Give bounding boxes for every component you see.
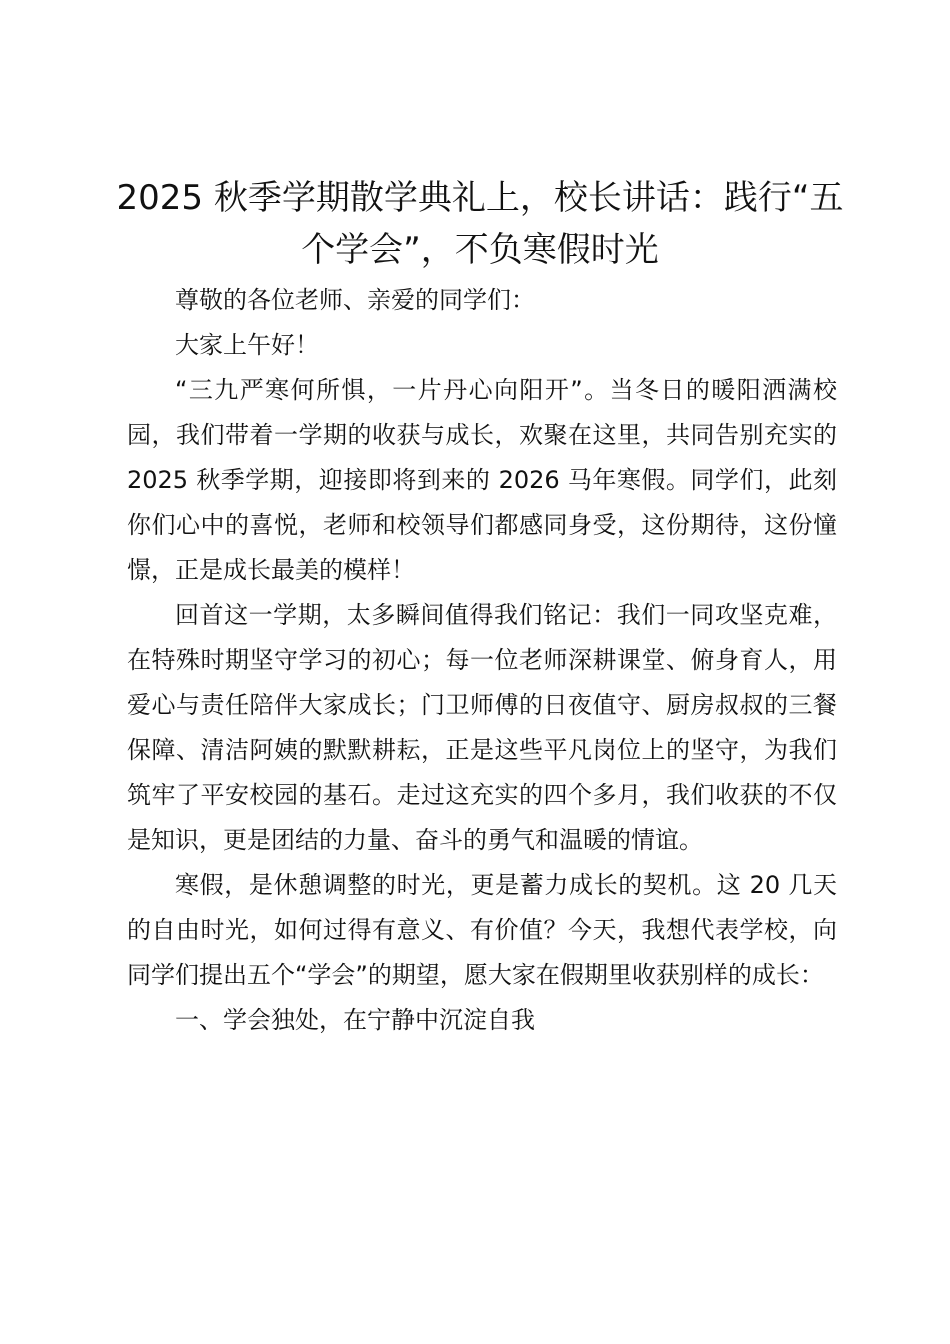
greeting: 大家上午好！	[175, 331, 319, 359]
paragraph-review: 回首这一学期，太多瞬间值得我们铭记：我们一同攻坚克难，在特殊时期坚守学习的初心；每一位老师深耕课堂、俯身育人，用爱心与责任陪伴大家成长；门卫师傅的日夜值守、厨房叔叔的三餐保障、清洁阿姨的默默耕耘，正是这些平凡岗位上的坚守，为我们筑牢了平安校园的基石。走过这充实的四个多月，我们收获的不仅是知识，更是团结的力量、奋斗的勇气和温暖的情谊。	[127, 601, 837, 854]
salutation: 尊敬的各位老师、亲爱的同学们：	[175, 286, 535, 314]
section-heading: 一、学会独处，在宁静中沉淀自我	[175, 1006, 535, 1034]
document-title: 2025 秋季学期散学典礼上，校长讲话：践行“五个学会”，不负寒假时光	[116, 178, 844, 270]
document-body	[127, 278, 837, 1043]
paragraph-opening: “三九严寒何所惧，一片丹心向阳开”。当冬日的暖阳洒满校园，我们带着一学期的收获与成长，欢聚在这里，共同告别充实的 2025 秋季学期，迎接即将到来的 2026 马年寒假。同学们，此刻你们心中的喜悦，老师和校领导们都感同身受，这份期待，这份憧憬，正是成长最美的模样！	[127, 376, 837, 584]
paragraph-winter-break: 寒假，是休憩调整的时光，更是蓄力成长的契机。这 20 几天的自由时光，如何过得有意义、有价值？今天，我想代表学校，向同学们提出五个“学会”的期望，愿大家在假期里收获别样的成长：	[127, 871, 837, 989]
